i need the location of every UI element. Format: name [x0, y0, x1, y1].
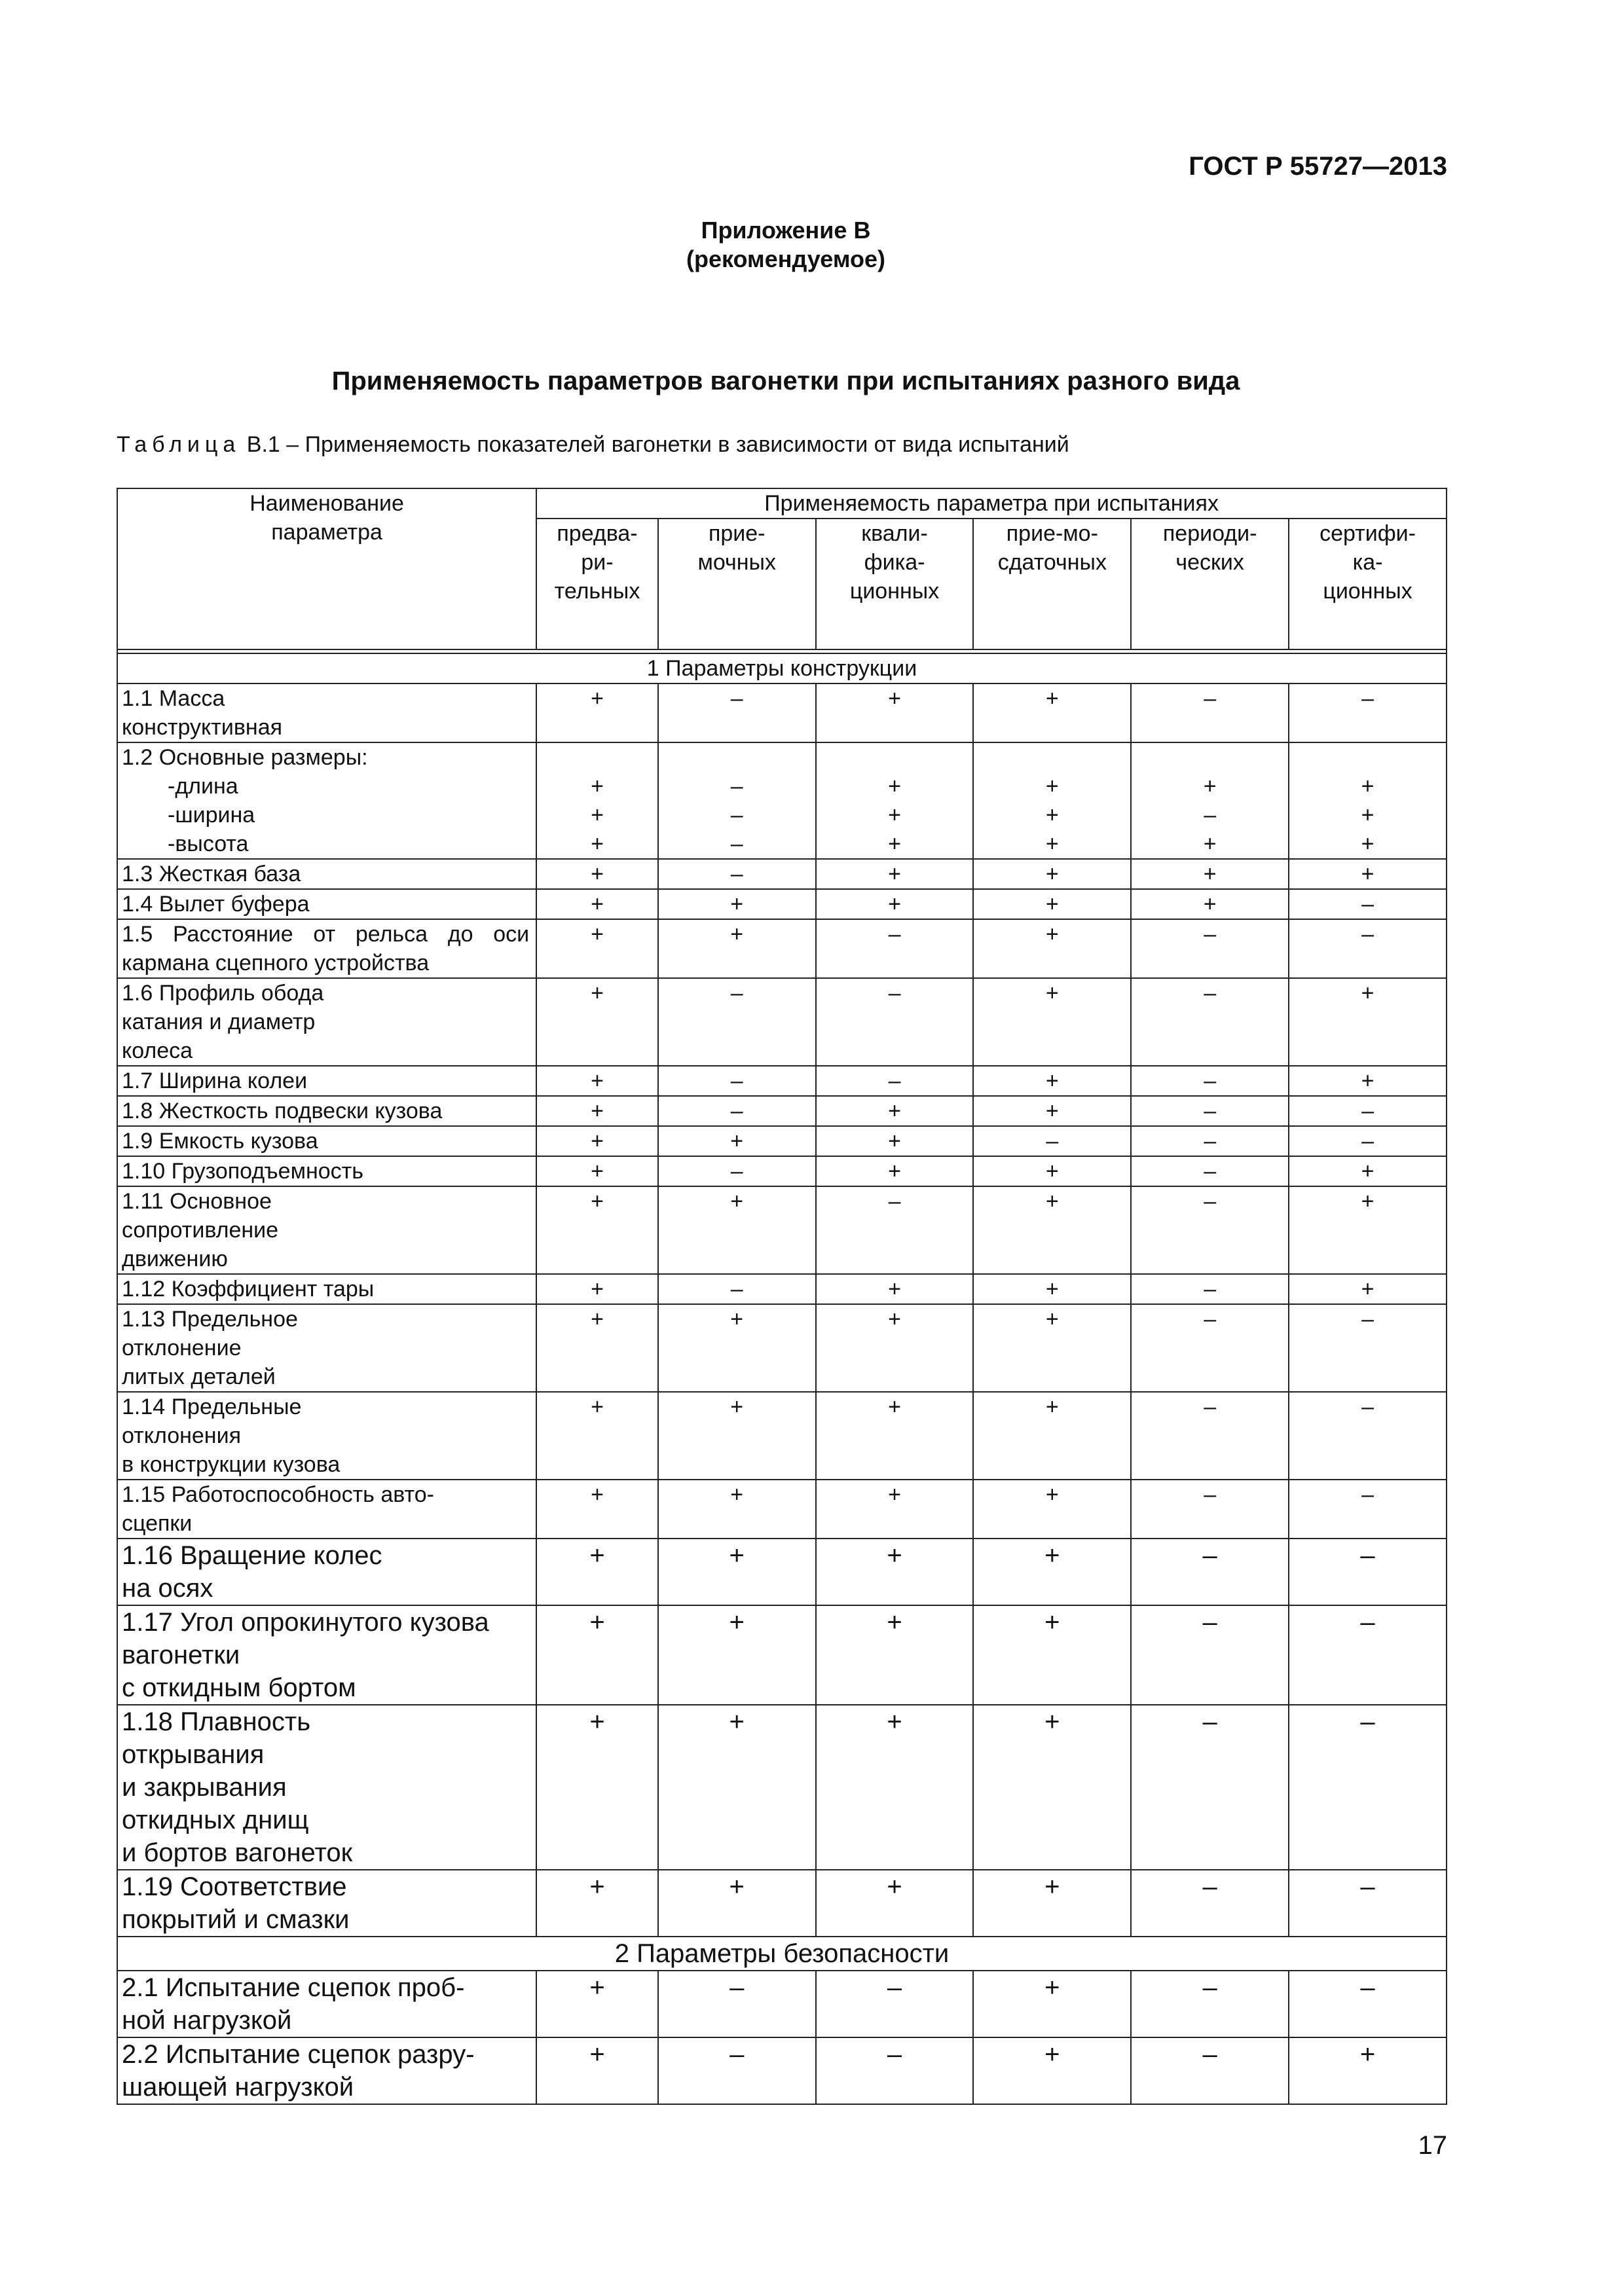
cell-periodic	[1131, 742, 1289, 859]
table-row	[117, 1392, 1447, 1480]
cell-preliminary	[536, 742, 658, 859]
cell-certification: +	[1289, 1186, 1447, 1274]
parameter-name: 1.7 Ширина колеи	[117, 1066, 536, 1096]
cell-periodic: –	[1131, 978, 1289, 1066]
cell-certification	[1289, 742, 1447, 859]
cell-qualification: +	[816, 859, 974, 889]
parameter-name: 1.13 Предельное отклонение литых деталей	[117, 1304, 536, 1392]
table-row	[117, 1304, 1447, 1392]
cell-acceptance: +	[658, 1392, 816, 1480]
cell-delivery: +	[973, 1605, 1131, 1705]
cell-certification: –	[1289, 1304, 1447, 1392]
cell-qualification: +	[816, 1605, 974, 1705]
cell-qualification: +	[816, 683, 974, 742]
parameter-name: 1.6 Профиль обода катания и диаметр колеса	[117, 978, 536, 1066]
cell-acceptance: +	[658, 1539, 816, 1605]
cell-periodic: –	[1131, 1126, 1289, 1156]
cell-spacer	[1289, 743, 1446, 772]
cell-qualification: +	[816, 1392, 974, 1480]
cell-qualification: +	[816, 1126, 974, 1156]
cell-acceptance: +	[658, 1186, 816, 1274]
cell-acceptance: –	[658, 683, 816, 742]
cell-qualification: –	[816, 978, 974, 1066]
cell-certification: –	[1289, 1096, 1447, 1126]
section-heading: Применяемость параметров вагонетки при испытаниях разного вида	[331, 367, 1240, 395]
table-row	[117, 1539, 1447, 1605]
cell-acceptance: –	[658, 1066, 816, 1096]
column-header-name: Наименование параметра	[117, 488, 536, 649]
cell-delivery: +	[973, 1870, 1131, 1937]
cell-delivery: +	[973, 919, 1131, 978]
cell-acceptance: –	[658, 1274, 816, 1304]
dims-item-label: -длина	[168, 774, 238, 799]
dims-value: +	[888, 774, 901, 799]
cell-qualification: +	[816, 1870, 974, 1937]
column-header-certification: сертифи- ка- ционных	[1289, 519, 1447, 649]
table-row	[117, 1705, 1447, 1870]
section-row	[117, 1937, 1447, 1971]
appendix-note: (рекомендуемое)	[686, 246, 885, 272]
cell-delivery: –	[973, 1126, 1131, 1156]
cell-periodic: –	[1131, 1705, 1289, 1870]
cell-qualification: –	[816, 1971, 974, 2037]
appendix-label: Приложение В	[701, 217, 871, 244]
cell-preliminary: +	[536, 683, 658, 742]
dims-value: +	[888, 803, 901, 828]
cell-delivery: +	[973, 1066, 1131, 1096]
cell-delivery: +	[973, 1392, 1131, 1480]
cell-acceptance: –	[658, 1971, 816, 2037]
parameter-name: 1.11 Основное сопротивление движению	[117, 1186, 536, 1274]
cell-periodic: –	[1131, 2037, 1289, 2104]
table-row	[117, 1274, 1447, 1304]
parameter-name: 1.10 Грузоподъемность	[117, 1156, 536, 1186]
table-row	[117, 683, 1447, 742]
cell-certification: +	[1289, 1156, 1447, 1186]
cell-delivery: +	[973, 1539, 1131, 1605]
table-row	[117, 1156, 1447, 1186]
table-row	[117, 2037, 1447, 2104]
parameter-name: 1.19 Соответствие покрытий и смазки	[117, 1870, 536, 1937]
dims-value: +	[1361, 831, 1375, 856]
table-caption	[117, 432, 1069, 458]
cell-delivery: +	[973, 1971, 1131, 2037]
dims-value: +	[1361, 774, 1375, 799]
table-row	[117, 742, 1447, 859]
cell-certification: +	[1289, 1274, 1447, 1304]
cell-certification: –	[1289, 1392, 1447, 1480]
cell-preliminary: +	[536, 1274, 658, 1304]
column-header-periodic: периоди- ческих	[1131, 519, 1289, 649]
column-header-qualification: квали- фика- ционных	[816, 519, 974, 649]
cell-preliminary: +	[536, 1480, 658, 1539]
parameter-name: 2.2 Испытание сцепок разру- шающей нагрузкой	[117, 2037, 536, 2104]
cell-certification: –	[1289, 1605, 1447, 1705]
dims-value: +	[1045, 803, 1059, 828]
cell-delivery	[973, 742, 1131, 859]
cell-acceptance: +	[658, 919, 816, 978]
cell-qualification: +	[816, 1705, 974, 1870]
cell-periodic: –	[1131, 1186, 1289, 1274]
cell-periodic: –	[1131, 1605, 1289, 1705]
cell-certification: –	[1289, 1870, 1447, 1937]
cell-preliminary: +	[536, 1126, 658, 1156]
cell-certification: –	[1289, 683, 1447, 742]
cell-preliminary: +	[536, 978, 658, 1066]
cell-delivery: +	[973, 1705, 1131, 1870]
parameter-name: 1.1 Масса конструктивная	[117, 683, 536, 742]
column-group-header: Применяемость параметра при испытаниях	[536, 488, 1447, 519]
cell-qualification: +	[816, 1304, 974, 1392]
cell-periodic: –	[1131, 1392, 1289, 1480]
cell-acceptance: +	[658, 1605, 816, 1705]
dims-item-label: -высота	[168, 831, 249, 856]
cell-periodic: –	[1131, 1274, 1289, 1304]
parameter-name: 1.18 Плавность открывания и закрывания откидных днищ и бортов вагонеток	[117, 1705, 536, 1870]
cell-certification: +	[1289, 978, 1447, 1066]
cell-preliminary: +	[536, 1304, 658, 1392]
section-row	[117, 653, 1447, 683]
cell-delivery: +	[973, 978, 1131, 1066]
cell-delivery: +	[973, 889, 1131, 919]
cell-delivery: +	[973, 1304, 1131, 1392]
table-row	[117, 859, 1447, 889]
cell-periodic: –	[1131, 1971, 1289, 2037]
cell-spacer	[537, 743, 657, 772]
table-row	[117, 1096, 1447, 1126]
cell-preliminary: +	[536, 1870, 658, 1937]
cell-acceptance: –	[658, 1156, 816, 1186]
document-code: ГОСТ Р 55727—2013	[1189, 152, 1447, 181]
cell-delivery: +	[973, 683, 1131, 742]
dims-value: +	[1361, 803, 1375, 828]
section-title: 1 Параметры конструкции	[117, 653, 1447, 683]
cell-acceptance: –	[658, 859, 816, 889]
cell-preliminary: +	[536, 1156, 658, 1186]
cell-acceptance	[658, 742, 816, 859]
cell-spacer	[817, 743, 973, 772]
cell-periodic: –	[1131, 683, 1289, 742]
cell-periodic: –	[1131, 1539, 1289, 1605]
table-row	[117, 1480, 1447, 1539]
parameter-name: 1.9 Емкость кузова	[117, 1126, 536, 1156]
cell-delivery: +	[973, 859, 1131, 889]
cell-qualification: +	[816, 889, 974, 919]
dims-value: –	[730, 831, 743, 856]
cell-spacer	[659, 743, 815, 772]
cell-preliminary: +	[536, 1971, 658, 2037]
cell-qualification: –	[816, 1186, 974, 1274]
cell-preliminary: +	[536, 1186, 658, 1274]
cell-qualification: –	[816, 1066, 974, 1096]
dims-value: +	[591, 831, 604, 856]
cell-periodic: +	[1131, 859, 1289, 889]
cell-qualification: –	[816, 919, 974, 978]
cell-acceptance: +	[658, 1304, 816, 1392]
parameter-name: 1.15 Работоспособность авто- сцепки	[117, 1480, 536, 1539]
dims-title: 1.2 Основные размеры:	[122, 745, 368, 770]
cell-certification: –	[1289, 1126, 1447, 1156]
cell-spacer	[1132, 743, 1288, 772]
section-title: 2 Параметры безопасности	[117, 1937, 1447, 1971]
cell-certification: –	[1289, 1705, 1447, 1870]
cell-certification: –	[1289, 1539, 1447, 1605]
cell-delivery: +	[973, 1186, 1131, 1274]
cell-acceptance: –	[658, 1096, 816, 1126]
cell-certification: –	[1289, 1971, 1447, 2037]
cell-periodic: +	[1131, 889, 1289, 919]
cell-delivery: +	[973, 1480, 1131, 1539]
dims-value: +	[1045, 831, 1059, 856]
cell-qualification: +	[816, 1096, 974, 1126]
table-row	[117, 1870, 1447, 1937]
table-caption-text: В.1 – Применяемость показателей вагонетки в зависимости от вида испытаний	[246, 432, 1069, 457]
cell-periodic: –	[1131, 1096, 1289, 1126]
cell-certification: –	[1289, 919, 1447, 978]
cell-spacer	[974, 743, 1130, 772]
cell-qualification: +	[816, 1539, 974, 1605]
dims-value: –	[730, 774, 743, 799]
column-header-preliminary: предва- ри- тельных	[536, 519, 658, 649]
cell-certification: +	[1289, 859, 1447, 889]
cell-preliminary: +	[536, 1392, 658, 1480]
parameter-name: 1.4 Вылет буфера	[117, 889, 536, 919]
cell-qualification	[816, 742, 974, 859]
cell-preliminary: +	[536, 1066, 658, 1096]
parameter-name: 2.1 Испытание сцепок проб- ной нагрузкой	[117, 1971, 536, 2037]
cell-preliminary: +	[536, 2037, 658, 2104]
cell-preliminary: +	[536, 1539, 658, 1605]
cell-periodic: –	[1131, 919, 1289, 978]
parameter-name: 1.17 Угол опрокинутого кузова вагонетки с откидным бортом	[117, 1605, 536, 1705]
cell-delivery: +	[973, 1274, 1131, 1304]
cell-acceptance: –	[658, 978, 816, 1066]
cell-acceptance: –	[658, 2037, 816, 2104]
cell-preliminary: +	[536, 889, 658, 919]
parameter-name: 1.5 Расстояние от рельса до оси кармана сцепного устройства	[117, 919, 536, 978]
cell-preliminary: +	[536, 1096, 658, 1126]
cell-certification: –	[1289, 1480, 1447, 1539]
table-caption-prefix: Таблица	[117, 432, 241, 457]
cell-periodic: –	[1131, 1480, 1289, 1539]
cell-certification: +	[1289, 1066, 1447, 1096]
parameter-name: 1.16 Вращение колес на осях	[117, 1539, 536, 1605]
dims-value: +	[1203, 831, 1217, 856]
table-row	[117, 919, 1447, 978]
cell-qualification: +	[816, 1480, 974, 1539]
dims-value: –	[1204, 803, 1217, 828]
cell-certification: +	[1289, 2037, 1447, 2104]
dims-value: +	[591, 774, 604, 799]
column-header-delivery: прие-мо- сдаточных	[973, 519, 1131, 649]
applicability-table	[117, 488, 1447, 2105]
dims-value: –	[730, 803, 743, 828]
table-row	[117, 1126, 1447, 1156]
parameter-name: 1.3 Жесткая база	[117, 859, 536, 889]
dims-item-label: -ширина	[168, 803, 255, 828]
table-row	[117, 1066, 1447, 1096]
cell-delivery: +	[973, 1096, 1131, 1126]
cell-qualification: +	[816, 1274, 974, 1304]
cell-qualification: +	[816, 1156, 974, 1186]
column-header-acceptance: прие- мочных	[658, 519, 816, 649]
table-row	[117, 889, 1447, 919]
cell-delivery: +	[973, 2037, 1131, 2104]
cell-acceptance: +	[658, 889, 816, 919]
dims-value: +	[1203, 774, 1217, 799]
parameter-name	[117, 742, 536, 859]
appendix-title	[0, 216, 1572, 274]
cell-preliminary: +	[536, 1705, 658, 1870]
dims-value: +	[591, 803, 604, 828]
dims-value: +	[888, 831, 901, 856]
page-number: 17	[1418, 2131, 1447, 2160]
table-row	[117, 1186, 1447, 1274]
cell-periodic: –	[1131, 1304, 1289, 1392]
cell-periodic: –	[1131, 1870, 1289, 1937]
cell-preliminary: +	[536, 1605, 658, 1705]
cell-acceptance: +	[658, 1480, 816, 1539]
table-row	[117, 1605, 1447, 1705]
cell-qualification: –	[816, 2037, 974, 2104]
dims-value: +	[1045, 774, 1059, 799]
parameter-name: 1.8 Жесткость подвески кузова	[117, 1096, 536, 1126]
table-row	[117, 1971, 1447, 2037]
table-row	[117, 978, 1447, 1066]
cell-acceptance: +	[658, 1705, 816, 1870]
cell-certification: –	[1289, 889, 1447, 919]
cell-periodic: –	[1131, 1156, 1289, 1186]
parameter-name: 1.14 Предельные отклонения в конструкции кузова	[117, 1392, 536, 1480]
cell-preliminary: +	[536, 919, 658, 978]
cell-delivery: +	[973, 1156, 1131, 1186]
cell-acceptance: +	[658, 1126, 816, 1156]
parameter-name: 1.12 Коэффициент тары	[117, 1274, 536, 1304]
cell-preliminary: +	[536, 859, 658, 889]
cell-periodic: –	[1131, 1066, 1289, 1096]
cell-acceptance: +	[658, 1870, 816, 1937]
